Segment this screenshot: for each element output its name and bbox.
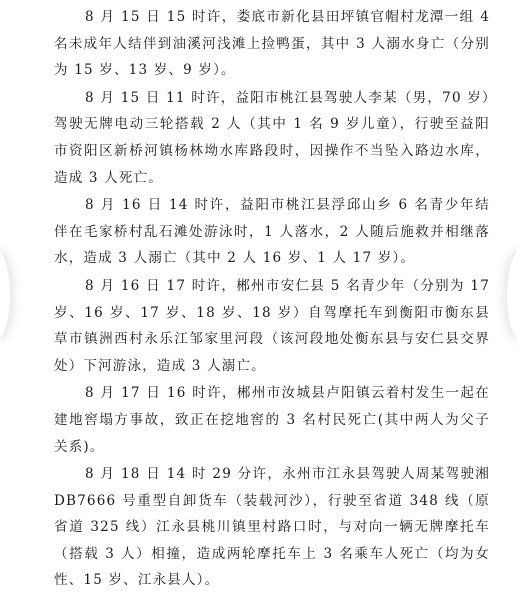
paragraph-3: 8 月 16 日 14 时许，益阳市桃江县浮邱山乡 6 名青少年结伴在毛家桥村乱石滩处游泳时，1 人落水，2 人随后施救并相继落水，造成 3 人溺亡（其中 2 人 16 岁、1 人 17 岁）。 <box>54 197 490 267</box>
paragraph-4: 8 月 16 日 17 时许，郴州市安仁县 5 名青少年（分别为 17 岁、16 岁、17 岁、18 岁、18 岁）自驾摩托车到衡阳市衡东县草市镇洲西村永乐江邹家里河段（该河段地处衡东县与安仁县交界处）下河游泳，造成 3 人溺亡。 <box>54 277 490 374</box>
paragraph-2: 8 月 15 日 11 时许，益阳市桃江县驾驶人李某（男，70 岁）驾驶无牌电动三轮搭载 2 人（其中 1 名 9 岁儿童），行驶至益阳市资阳区新桥河镇杨林坳水库路段时，因操作不当坠入路边水库，造成 3 人死亡。 <box>54 89 490 186</box>
left-page-edge <box>0 250 10 340</box>
right-page-edge <box>507 250 517 340</box>
paragraph-5: 8 月 17 日 16 时许，郴州市汝城县卢阳镇云着村发生一起在建地窖塌方事故，致正在挖地窖的 3 名村民死亡(其中两人为父子关系)。 <box>54 385 490 455</box>
document-body <box>54 4 490 595</box>
paragraph-1: 8 月 15 日 15 时许，娄底市新化县田坪镇官帽村龙潭一组 4 名未成年人结伴到油溪河浅滩上捡鸭蛋，其中 3 人溺水身亡（分别为 15 岁、13 岁、9 岁）。 <box>54 9 490 79</box>
paragraph-6: 8 月 18 日 14 时 29 分许，永州市江永县驾驶人周某驾驶湘 DB7666 号重型自卸货车（装载河沙），行驶至省道 348 线（原省道 325 线）江永县桃川镇里村路口时，与对向一辆无牌摩托车（搭载 3 人）相撞，造成两轮摩托车上 3 名乘车人死亡（均为女性、15 岁、江永县人）。 <box>54 466 490 589</box>
